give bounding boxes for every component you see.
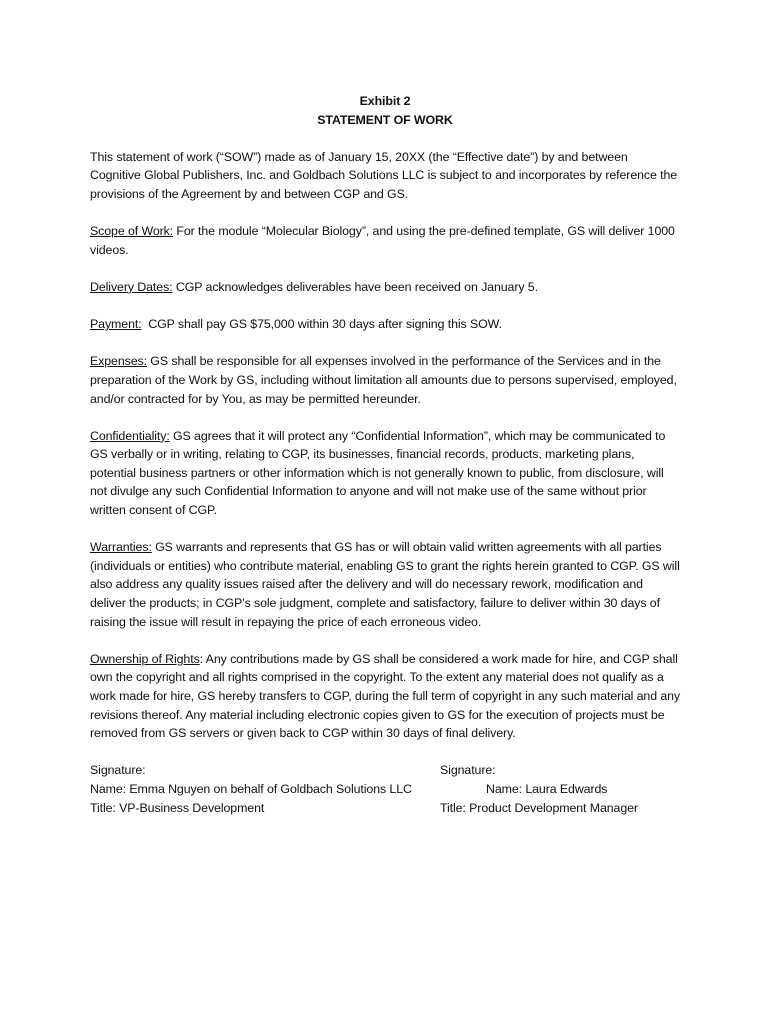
section-label: Confidentiality: (90, 428, 170, 443)
section-label: Ownership of Rights (90, 651, 200, 666)
signature-label: Signature: (440, 763, 496, 778)
section-delivery-dates (90, 278, 680, 297)
signature-left (90, 761, 430, 817)
section-confidentiality (90, 427, 680, 520)
signer-title: Title: Product Development Manager (440, 800, 638, 815)
exhibit-label: Exhibit 2 (359, 94, 411, 108)
intro-paragraph: This statement of work (“SOW”) made as of January 15, 20XX (the “Effective date”) by and between Cognitive Global Publishers, Inc. and Goldbach Solutions LLC is subject to and incorporates by reference the provisions of the Agreement by and between CGP and GS. (90, 149, 678, 201)
section-text: CGP acknowledges deliverables have been received on January 5. (172, 279, 538, 294)
section-text: GS shall be responsible for all expenses involved in the performance of the Services and in the preparation of the Work by GS, including without limitation all amounts due to persons supervised, employed, and/or contracted for by You, as may be permitted hereunder. (90, 354, 677, 406)
section-label: Payment: (90, 317, 142, 332)
section-text: GS warrants and represents that GS has or will obtain valid written agreements with all parties (individuals or entities) who contribute material, enabling GS to grant the rights herein granted to CGP. GS will also address any quality issues raised after the delivery and will do necessary rework, modification and deliver the products; in CGP’s sole judgment, complete and satisfactory, failure to deliver within 30 days of raising the issue will result in repaying the price of each erroneous video. (90, 540, 680, 629)
signer-title: Title: VP-Business Development (90, 800, 265, 815)
signer-name: Name: Emma Nguyen on behalf of Goldbach Solutions LLC (90, 781, 412, 796)
section-warranties (90, 538, 680, 631)
section-label: Scope of Work: (90, 224, 174, 239)
document-page (90, 92, 680, 817)
section-text: CGP shall pay GS $75,000 within 30 days after signing this SOW. (141, 317, 502, 332)
section-text: GS agrees that it will protect any “Confidential Information”, which may be communicated to GS verbally or in writing, relating to CGP, its businesses, financial records, products, marketing plans, potential business partners or other information which is not generally known to public, from disclosure, will not divulge any such Confidential Information to anyone and will not make use of the same without prior written consent of CGP. (90, 428, 666, 518)
section-payment (90, 315, 680, 334)
section-ownership-of-rights (90, 650, 680, 743)
signer-name: Name: Laura Edwards (486, 781, 608, 796)
document-title: STATEMENT OF WORK (317, 112, 453, 127)
signature-label: Signature: (90, 763, 146, 778)
signature-right (440, 761, 680, 817)
section-label: Warranties: (90, 540, 152, 555)
section-label: Delivery Dates: (90, 279, 173, 294)
section-text: For the module “Molecular Biology”, and using the pre-defined template, GS will deliver 1000 videos. (90, 224, 675, 257)
section-scope-of-work (90, 222, 680, 259)
section-expenses (90, 352, 680, 408)
section-text: : Any contributions made by GS shall be considered a work made for hire, and CGP shall own the copyright and all rights comprised in the copyright. To the extent any material does not qualify as a work made for hire, GS hereby transfers to CGP, during the full term of copyright in any such material and any revisions thereof. Any material including electronic copies given to GS for the execution of projects must be removed from GS servers or given back to CGP within 30 days of final delivery. (90, 651, 681, 741)
signature-block (90, 761, 680, 817)
section-label: Expenses: (90, 354, 147, 369)
